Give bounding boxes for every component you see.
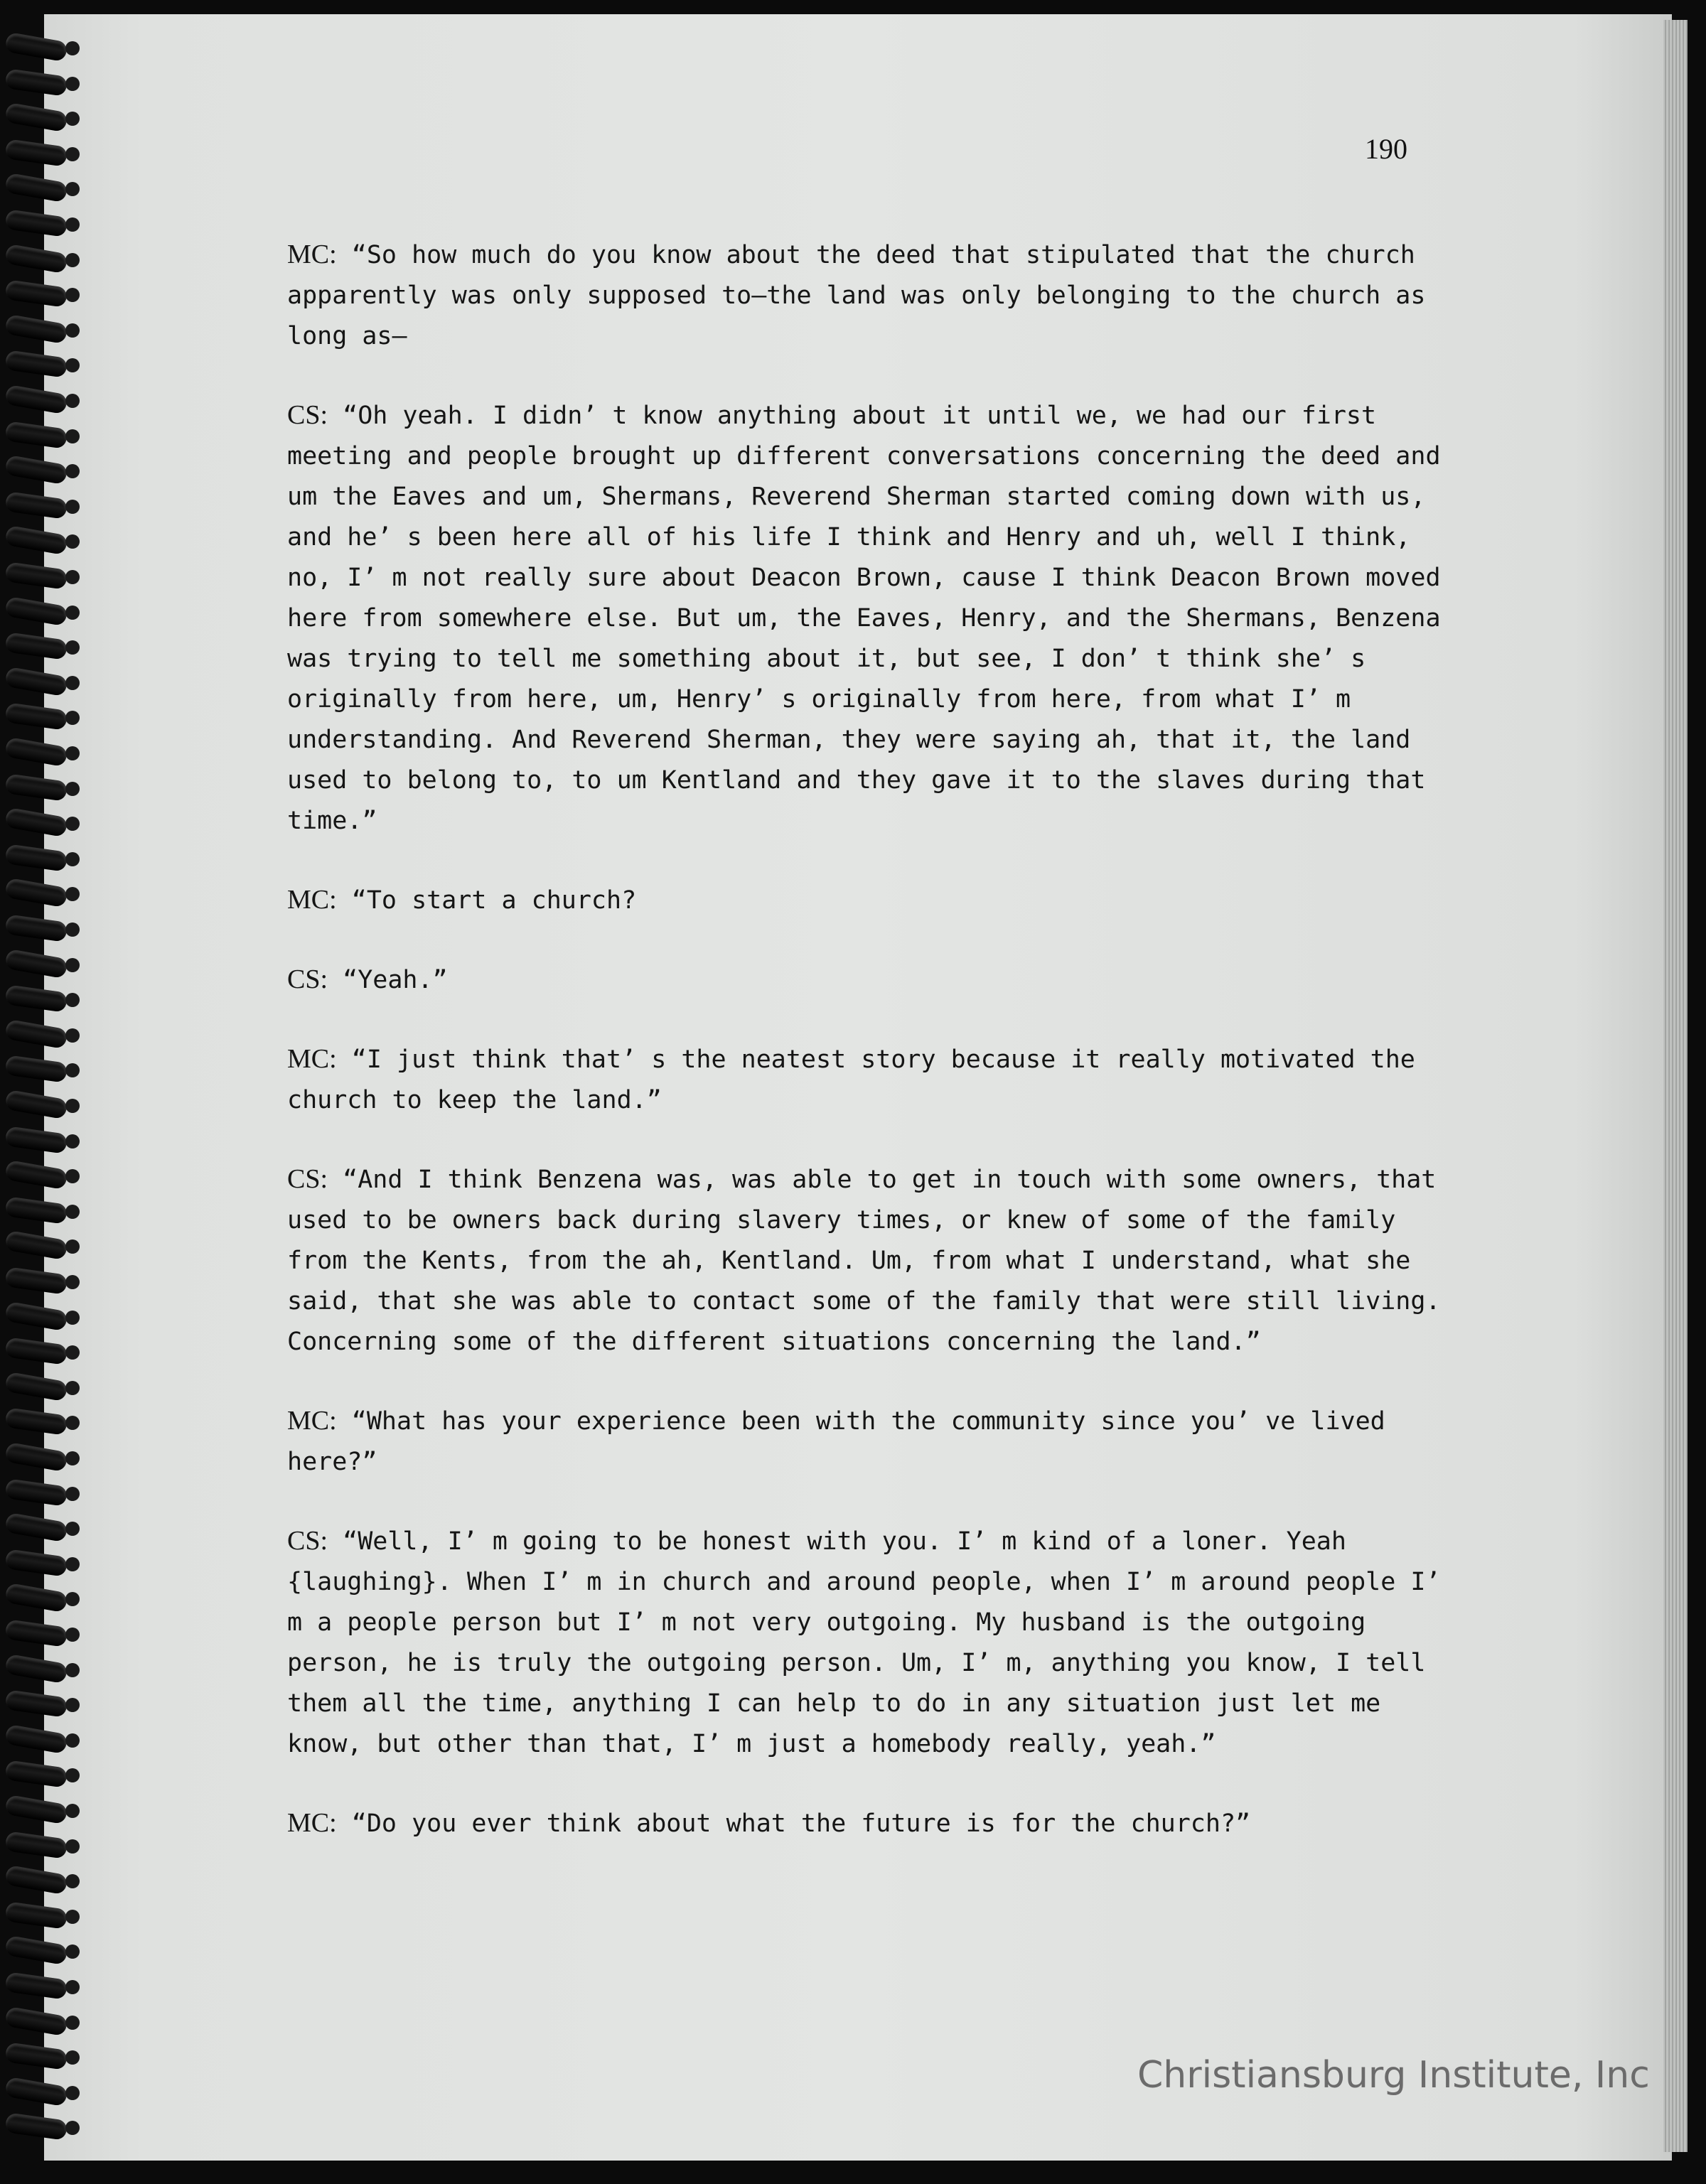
- page-number: 190: [1365, 133, 1407, 165]
- turn-text: “Well, I’ m going to be honest with you. I’ m kind of a loner. Yeah {laughing}. When I’ m in church and around people, when I’ m around people I’ m a people person but I’ m not very outgoing. My husband is the outgoing person, he is truly the outgoing person. Um, I’ m, anything you know, I tell them all the time, anything I can help to do in any situation just let me know, but other than that, I’ m just a homebody really, yeah.”: [287, 1527, 1441, 1758]
- turn-text: “What has your experience been with the community since you’ ve lived here?”: [287, 1407, 1385, 1476]
- spiral-coil: [4, 1019, 68, 1050]
- spiral-coil: [4, 314, 68, 345]
- spiral-coil: [4, 807, 68, 838]
- binding-hole: [65, 676, 80, 690]
- speaker-label: MC:: [287, 885, 337, 915]
- binding-hole: [65, 2121, 80, 2135]
- spiral-coil: [4, 1301, 68, 1331]
- speaker-label: CS:: [287, 1526, 328, 1556]
- speaker-label: MC:: [287, 1406, 337, 1436]
- spiral-coil: [4, 596, 68, 626]
- binding-hole: [65, 358, 80, 372]
- spiral-coil: [4, 737, 68, 768]
- binding-hole: [65, 147, 80, 161]
- binding-hole: [65, 1416, 80, 1430]
- binding-hole: [65, 323, 80, 338]
- binding-hole: [65, 1768, 80, 1782]
- binding-hole: [65, 1522, 80, 1536]
- turn-text: “Oh yeah. I didn’ t know anything about it until we, we had our first meeting and people brought up different conversations concerning the deed and um the Eaves and um, Shermans, Reverend Sherman started coming down with us, and he’ s been here all of his life I think and Henry and uh, well I think, no, I’ m not really sure about Deacon Brown, cause I think Deacon Brown moved here from somewhere else. But um, the Eaves, Henry, and the Shermans, Benzena was trying to tell me something about it, but see, I don’ t think she’ s originally from here, um, Henry’ s originally from here, from what I’ m understanding. And Reverend Sherman, they were saying ah, that it, the land used to belong to, to um Kentland and they gave it to the slaves during that time.”: [287, 402, 1441, 835]
- spiral-coil: [4, 1337, 68, 1365]
- spiral-coil: [4, 2077, 68, 2107]
- transcript-turn: [287, 1521, 1453, 1765]
- spiral-coil: [4, 667, 68, 697]
- binding-hole: [65, 1381, 80, 1395]
- spiral-coil: [4, 2042, 68, 2070]
- binding-hole: [65, 1733, 80, 1748]
- transcript-turn: [287, 1039, 1453, 1121]
- spiral-coil: [4, 632, 68, 660]
- binding-hole: [65, 993, 80, 1007]
- binding-hole: [65, 1134, 80, 1149]
- spiral-coil: [4, 421, 68, 449]
- binding-hole: [65, 1804, 80, 1818]
- spiral-coil: [4, 1653, 68, 1684]
- binding-hole: [65, 640, 80, 655]
- turn-text: “So how much do you know about the deed that stipulated that the church apparently was only supposed to—the land was only belonging to the church as long as—: [287, 241, 1426, 350]
- binding-hole: [65, 1099, 80, 1113]
- binding-hole: [65, 429, 80, 443]
- spiral-coil: [4, 1549, 68, 1577]
- binding-hole: [65, 887, 80, 901]
- spiral-coil: [4, 1230, 68, 1261]
- spiral-coil: [4, 384, 68, 415]
- turn-text: “Do you ever think about what the future is for the church?”: [351, 1809, 1251, 1838]
- binding-hole: [65, 1311, 80, 1325]
- speaker-label: MC:: [287, 1044, 337, 1074]
- binding-hole: [65, 217, 80, 232]
- speaker-label: MC:: [287, 1808, 337, 1838]
- binding-hole: [65, 852, 80, 866]
- spiral-coil: [4, 1372, 68, 1402]
- spiral-coil: [4, 1196, 68, 1225]
- binding-hole: [65, 1169, 80, 1183]
- binding-hole: [65, 1663, 80, 1677]
- binding-hole: [65, 1557, 80, 1571]
- spiral-coil: [4, 2006, 68, 2036]
- spiral-coil: [4, 209, 68, 237]
- spiral-coil: [4, 1160, 68, 1190]
- binding-hole: [65, 500, 80, 514]
- transcript-turn: [287, 395, 1453, 841]
- spiral-coil: [4, 525, 68, 556]
- spiral-coil: [4, 984, 68, 1013]
- spiral-coil: [4, 1795, 68, 1825]
- binding-hole: [65, 1275, 80, 1289]
- spiral-coil: [4, 1408, 68, 1436]
- binding-hole: [65, 2086, 80, 2100]
- turn-text: “I just think that’ s the neatest story because it really motivated the church to keep the land.”: [287, 1045, 1415, 1114]
- spiral-coil: [4, 878, 68, 908]
- binding-hole: [65, 1698, 80, 1712]
- spiral-coil: [4, 32, 68, 63]
- binding-hole: [65, 2050, 80, 2065]
- binding-hole: [65, 288, 80, 302]
- speaker-label: MC:: [287, 240, 337, 269]
- spiral-coil: [4, 1689, 68, 1718]
- binding-hole: [65, 958, 80, 972]
- transcript-body: [287, 235, 1453, 1883]
- binding-hole: [65, 253, 80, 267]
- spiral-coil: [4, 1583, 68, 1613]
- binding-hole: [65, 711, 80, 725]
- spiral-coil: [4, 1971, 68, 2000]
- spiral-binding: [0, 28, 78, 2161]
- binding-hole: [65, 1487, 80, 1501]
- binding-hole: [65, 464, 80, 478]
- spiral-coil: [4, 773, 68, 802]
- spiral-coil: [4, 2113, 68, 2141]
- spiral-coil: [4, 1266, 68, 1295]
- transcript-turn: [287, 1159, 1453, 1362]
- speaker-label: CS:: [287, 400, 328, 430]
- spiral-coil: [4, 173, 68, 203]
- binding-hole: [65, 182, 80, 196]
- page-stack-edges: [1663, 20, 1688, 2152]
- binding-hole: [65, 606, 80, 620]
- binding-hole: [65, 1205, 80, 1219]
- transcript-turn: [287, 1803, 1453, 1844]
- spiral-coil: [4, 561, 68, 590]
- spiral-coil: [4, 1090, 68, 1120]
- binding-hole: [65, 1451, 80, 1465]
- transcript-turn: [287, 1401, 1453, 1483]
- binding-hole: [65, 1980, 80, 1994]
- spiral-coil: [4, 1865, 68, 1895]
- binding-hole: [65, 1628, 80, 1642]
- binding-hole: [65, 922, 80, 937]
- spiral-coil: [4, 455, 68, 485]
- spiral-coil: [4, 1760, 68, 1789]
- binding-hole: [65, 1345, 80, 1360]
- spiral-coil: [4, 1901, 68, 1930]
- spiral-coil: [4, 1055, 68, 1084]
- binding-hole: [65, 817, 80, 831]
- spiral-coil: [4, 1126, 68, 1154]
- spiral-coil: [4, 1831, 68, 1859]
- binding-hole: [65, 570, 80, 584]
- binding-hole: [65, 2016, 80, 2030]
- binding-hole: [65, 1063, 80, 1077]
- binding-hole: [65, 112, 80, 126]
- binding-hole: [65, 1839, 80, 1854]
- binding-hole: [65, 1239, 80, 1254]
- transcript-turn: [287, 880, 1453, 921]
- spiral-coil: [4, 1935, 68, 1966]
- transcript-turn: [287, 959, 1453, 1001]
- spiral-coil: [4, 350, 68, 379]
- spiral-coil: [4, 68, 68, 97]
- spiral-coil: [4, 703, 68, 731]
- turn-text: “To start a church?: [351, 886, 637, 915]
- spiral-coil: [4, 139, 68, 167]
- binding-hole: [65, 534, 80, 549]
- binding-hole: [65, 77, 80, 91]
- binding-hole: [65, 394, 80, 408]
- watermark: Christiansburg Institute, Inc: [1137, 2054, 1650, 2097]
- spiral-coil: [4, 102, 68, 133]
- binding-hole: [65, 1592, 80, 1606]
- spiral-coil: [4, 914, 68, 942]
- binding-hole: [65, 1910, 80, 1924]
- binding-hole: [65, 746, 80, 760]
- transcript-turn: [287, 235, 1453, 357]
- spiral-coil: [4, 1619, 68, 1647]
- spiral-coil: [4, 1442, 68, 1473]
- turn-text: “And I think Benzena was, was able to get in touch with some owners, that used to be owners back during slavery times, or knew of some of the family from the Kents, from the ah, Kentland. Um, from what I understand, what she said, that she was able to contact some of the family that were still living. Concerning some of the different situations concerning the land.”: [287, 1166, 1441, 1356]
- binding-hole: [65, 1874, 80, 1888]
- spiral-coil: [4, 1724, 68, 1755]
- binding-hole: [65, 1028, 80, 1043]
- spiral-coil: [4, 243, 68, 274]
- binding-hole: [65, 782, 80, 796]
- binding-hole: [65, 41, 80, 55]
- speaker-label: CS:: [287, 964, 328, 994]
- turn-text: “Yeah.”: [343, 966, 448, 994]
- binding-hole: [65, 1944, 80, 1959]
- speaker-label: CS:: [287, 1164, 328, 1194]
- spiral-coil: [4, 1478, 68, 1507]
- spiral-coil: [4, 844, 68, 872]
- spiral-coil: [4, 279, 68, 308]
- spiral-coil: [4, 1512, 68, 1543]
- spiral-coil: [4, 491, 68, 520]
- spiral-coil: [4, 948, 68, 979]
